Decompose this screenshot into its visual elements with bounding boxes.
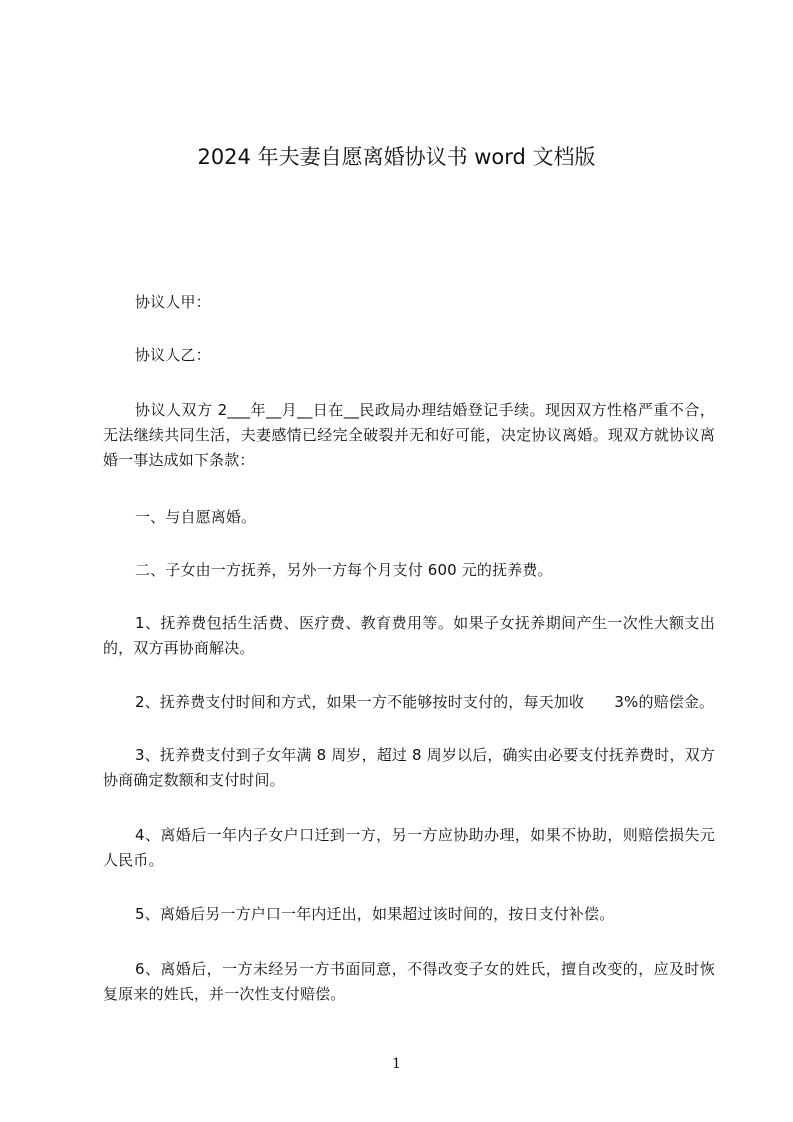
- clause-2-item-6: 6、离婚后，一方未经另一方书面同意，不得改变子女的姓氏，擅自改变的，应及时恢复原来的姓氏，并一次性支付赔偿。: [103, 960, 715, 1003]
- party-a-line: 协议人甲：: [135, 293, 211, 311]
- clause-2-item-3: 3、抚养费支付到子女年满 8 周岁，超过 8 周岁以后，确实由必要支付抚养费时，双方协商确定数额和支付时间。: [103, 746, 715, 789]
- page-number: 1: [392, 1056, 401, 1072]
- clause-2-item-2: 2、抚养费支付时间和方式，如果一方不能够按时支付的，每天加收 3%的赔偿金。: [135, 693, 715, 711]
- clause-1: 一、与自愿离婚。: [135, 508, 257, 526]
- document-title: 2024 年夫妻自愿离婚协议书 word 文档版: [197, 145, 596, 169]
- clause-2: 二、子女由一方抚养，另外一方每个月支付 600 元的抚养费。: [135, 561, 553, 579]
- party-b-line: 协议人乙：: [135, 346, 211, 364]
- clause-2-item-4: 4、离婚后一年内子女户口迁到一方，另一方应协助办理，如果不协助，则赔偿损失元人民币。: [103, 826, 715, 869]
- preamble-paragraph: 协议人双方 2___年__月__日在__民政局办理结婚登记手续。现因双方性格严重不合，无法继续共同生活，夫妻感情已经完全破裂并无和好可能，决定协议离婚。现双方就协议离婚一事达成如下条款：: [103, 401, 715, 469]
- clause-2-item-1: 1、抚养费包括生活费、医疗费、教育费用等。如果子女抚养期间产生一次性大额支出的，双方再协商解决。: [103, 614, 715, 657]
- clause-2-item-5: 5、离婚后另一方户口一年内迁出，如果超过该时间的，按日支付补偿。: [135, 905, 615, 923]
